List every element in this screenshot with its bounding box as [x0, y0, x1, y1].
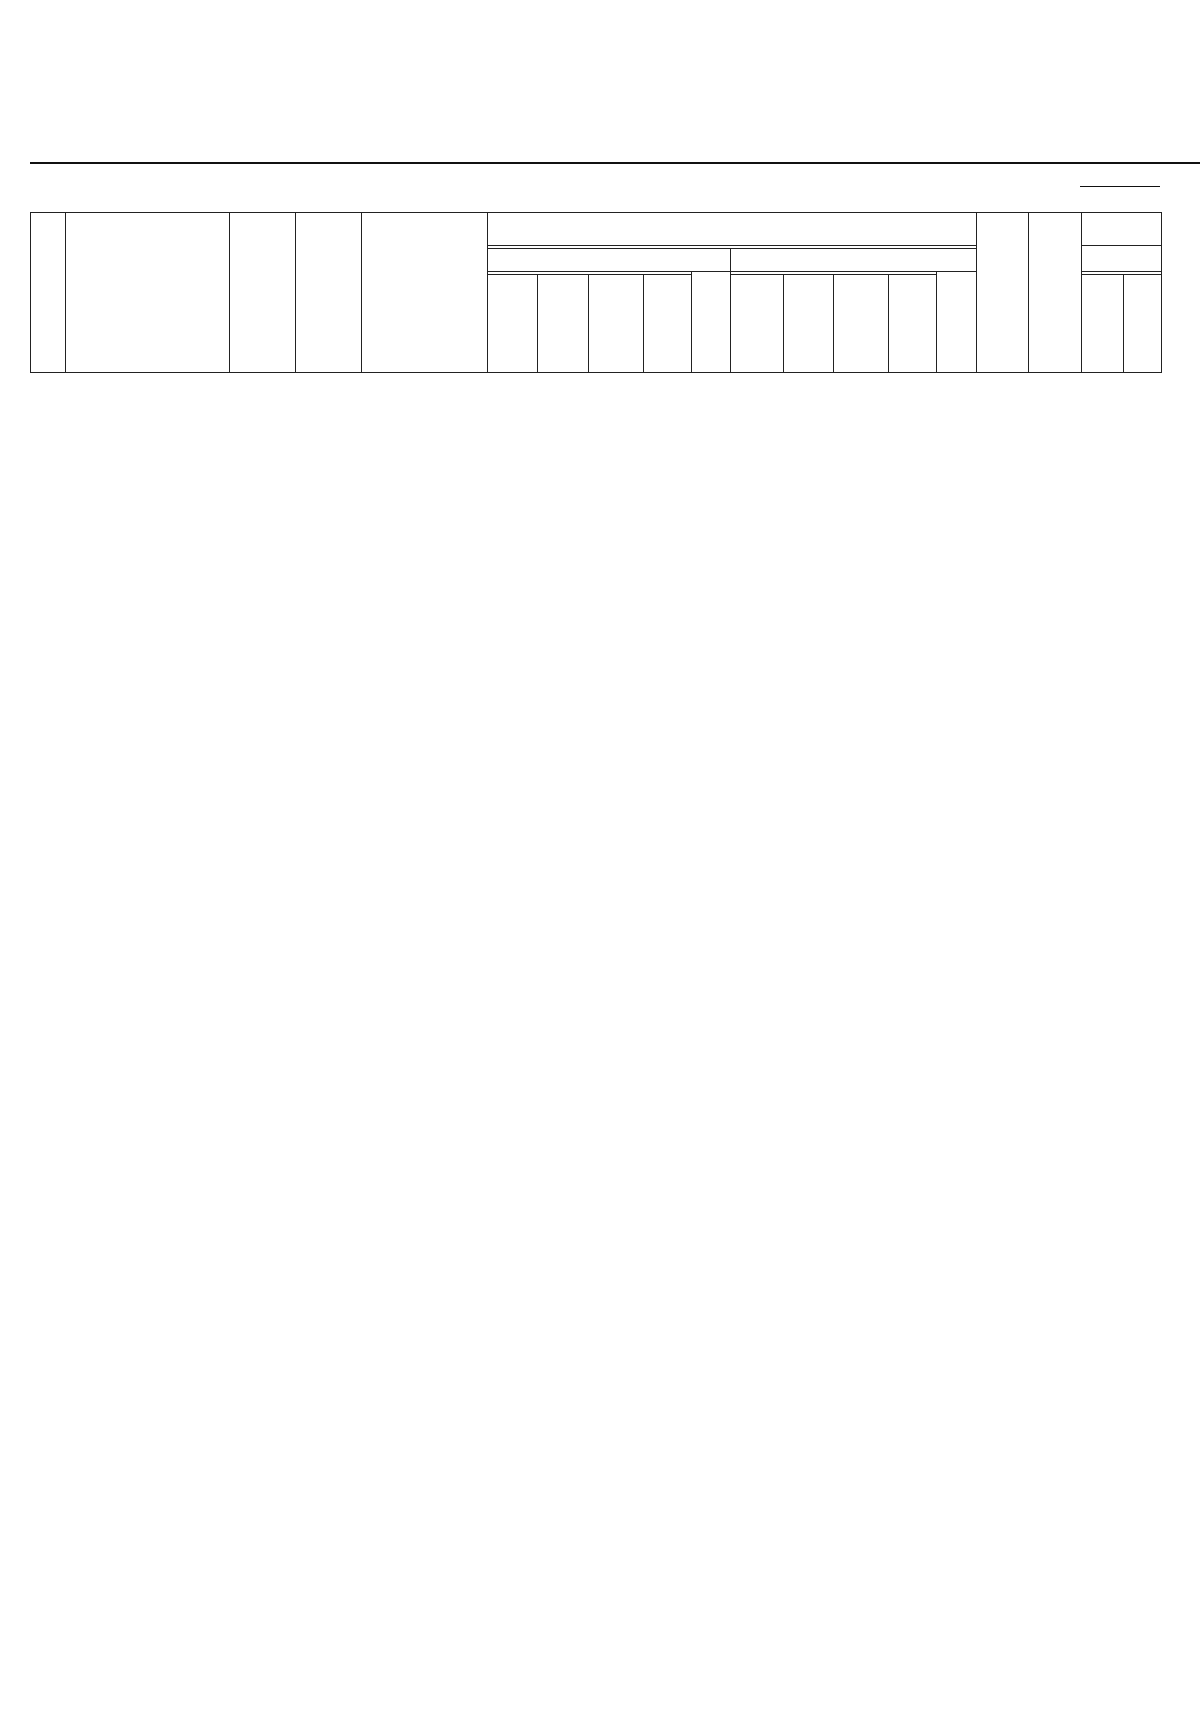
col-object-type [296, 213, 362, 373]
col-total [1081, 275, 1123, 373]
col-diameter-before [487, 275, 537, 373]
header-underline [30, 162, 1200, 164]
col-start-year [976, 213, 1029, 373]
col-heat-load-after [937, 272, 976, 373]
col-cadastral [230, 213, 296, 373]
col-name [66, 213, 230, 373]
col-laying-after [889, 275, 937, 373]
col-heat-load-before [691, 272, 730, 373]
col-main-characteristics [487, 213, 976, 246]
investment-table [30, 212, 1162, 373]
col-laying-before [643, 275, 691, 373]
col-diameter-after [731, 275, 784, 373]
col-capacity-after [783, 275, 833, 373]
col-after [731, 249, 976, 272]
col-length-before [588, 275, 643, 373]
col-financing [1081, 246, 1161, 272]
col-num [31, 213, 66, 373]
col-before [487, 249, 730, 272]
col-description [361, 213, 487, 373]
program-years [1080, 186, 1160, 187]
col-expenses [1081, 213, 1161, 246]
col-nds [1123, 275, 1161, 373]
col-end-year [1029, 213, 1082, 373]
col-capacity-before [538, 275, 588, 373]
col-length-after [834, 275, 889, 373]
